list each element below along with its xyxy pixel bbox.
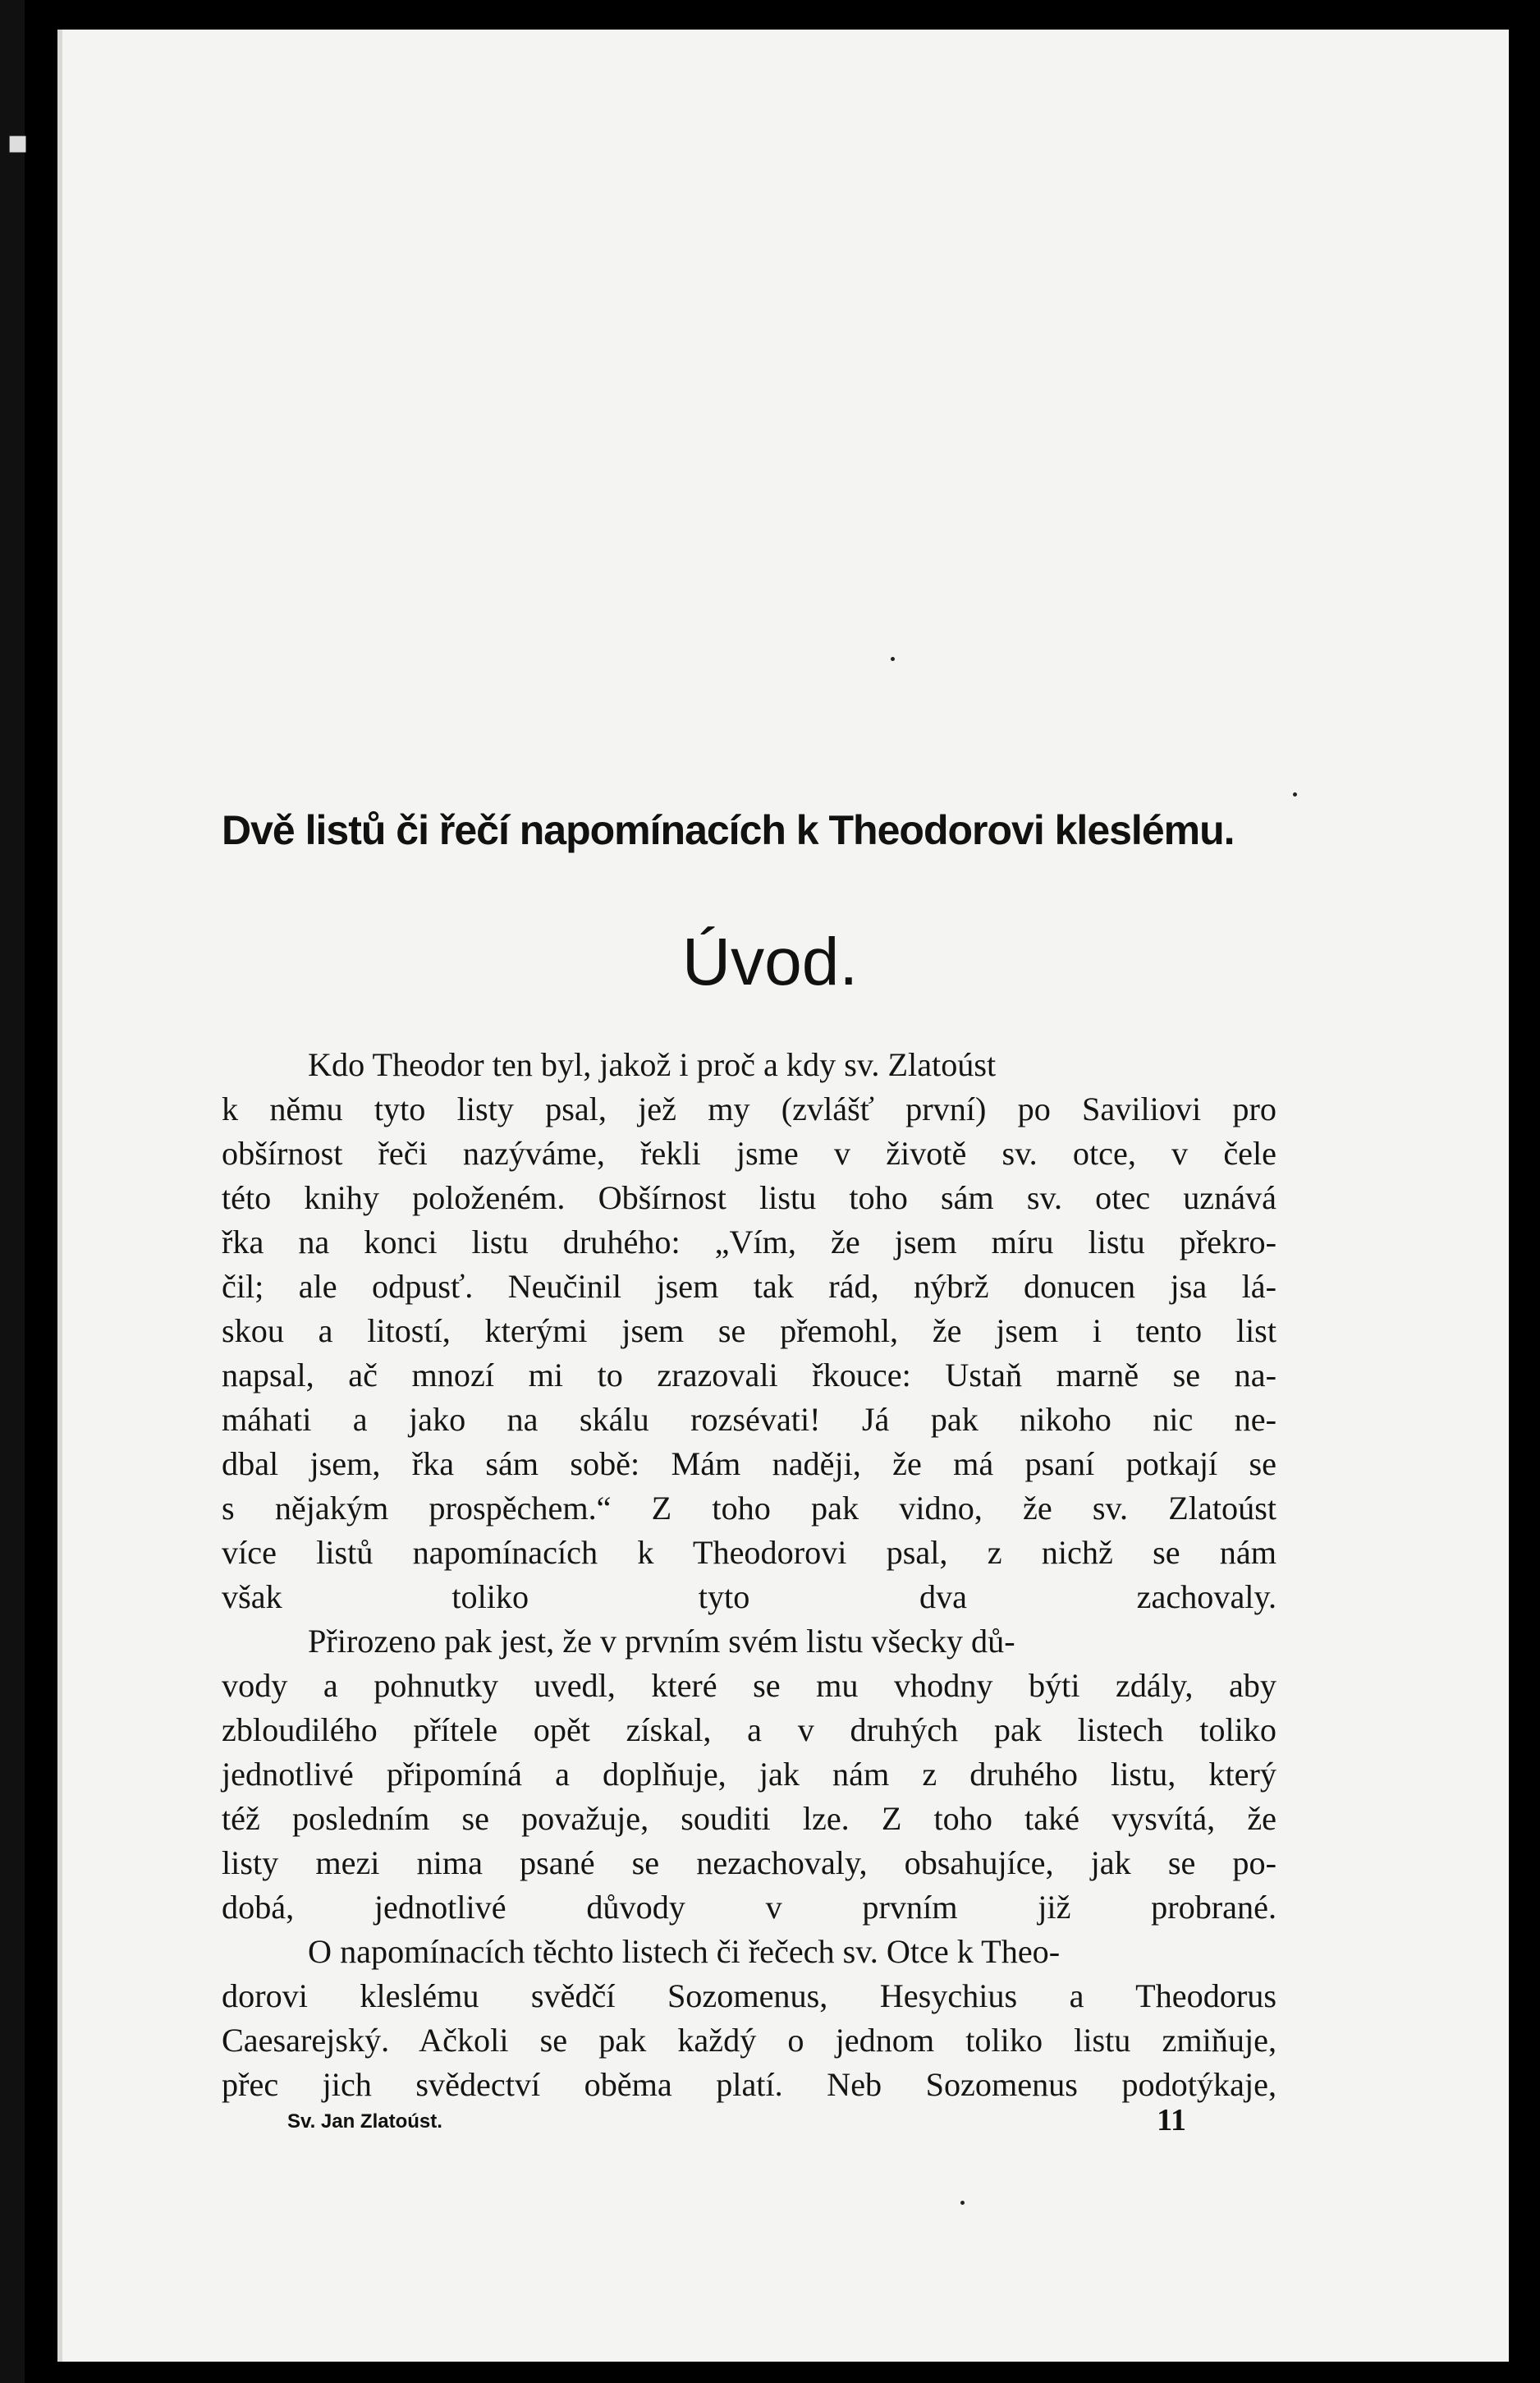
text-line: vody a pohnutky uvedl, které se mu vhodny býti zdály, aby	[222, 1667, 1276, 1704]
text-line: obšírnost řeči nazýváme, řekli jsme v životě sv. otce, v čele	[222, 1135, 1276, 1172]
scan-speck	[891, 657, 895, 661]
text-line: k němu tyto listy psal, jež my (zvlášť první) po Saviliovi pro	[222, 1090, 1276, 1127]
paragraph-1	[222, 1043, 1276, 1619]
text-line: dobá, jednotlivé důvody v prvním již probrané.	[222, 1889, 1276, 1926]
page-number: 11	[1157, 2103, 1186, 2137]
text-line: napsal, ač mnozí mi to zrazovali řkouce: Ustaň marně se na-	[222, 1357, 1276, 1394]
text-line: Caesarejský. Ačkoli se pak každý o jednom toliko listu zmiňuje,	[222, 2022, 1276, 2059]
text-line: zbloudilého přítele opět získal, a v druhých pak listech toliko	[222, 1711, 1276, 1748]
text-line: s nějakým prospěchem.“ Z toho pak vidno, že sv. Zlatoúst	[222, 1490, 1276, 1527]
text-line: řka na konci listu druhého: „Vím, že jsem míru listu překro-	[222, 1224, 1276, 1260]
text-line: též posledním se považuje, souditi lze. Z toho také vysvítá, že	[222, 1800, 1276, 1837]
paragraph-3	[222, 1930, 1276, 2107]
text-line: skou a litostí, kterými jsem se přemohl, že jsem i tento list	[222, 1312, 1276, 1349]
text-line: více listů napomínacích k Theodorovi psal, z nichž se nám	[222, 1534, 1276, 1571]
paragraph-2	[222, 1619, 1276, 1930]
text-line: však toliko tyto dva zachovaly.	[222, 1578, 1276, 1615]
text-line: listy mezi nima psané se nezachovaly, obsahujíce, jak se po-	[222, 1844, 1276, 1881]
scan-speck	[1293, 792, 1297, 797]
text-line: Přirozeno pak jest, že v prvním svém listu všecky dů-	[308, 1623, 1015, 1660]
margin-scan-mark: ▪	[7, 123, 30, 161]
text-line: O napomínacích těchto listech či řečech sv. Otce k Theo-	[308, 1933, 1061, 1970]
body-text	[222, 1043, 1276, 2107]
section-title: Úvod.	[681, 925, 859, 999]
scan-left-edge	[0, 0, 25, 2383]
text-line: dorovi kleslému svědčí Sozomenus, Hesychius a Theodorus	[222, 1977, 1276, 2014]
text-line: této knihy položeném. Obšírnost listu toho sám sv. otec uznává	[222, 1179, 1276, 1216]
text-line: dbal jsem, řka sám sobě: Mám naději, že má psaní potkají se	[222, 1445, 1276, 1482]
text-line: máhati a jako na skálu rozsévati! Já pak nikoho nic ne-	[222, 1401, 1276, 1438]
page-footer	[287, 2102, 1186, 2138]
scan-speck	[960, 2201, 965, 2205]
text-line: Kdo Theodor ten byl, jakož i proč a kdy sv. Zlatoúst	[308, 1046, 997, 1083]
text-line: čil; ale odpusť. Neučinil jsem tak rád, nýbrž donucen jsa lá-	[222, 1268, 1276, 1305]
text-line: přec jich svědectví oběma platí. Neb Sozomenus podotýkaje,	[222, 2066, 1276, 2103]
document-heading: Dvě listů či řečí napomínacích k Theodorovi kleslému.	[222, 807, 1235, 853]
footer-source: Sv. Jan Zlatoúst.	[287, 2110, 442, 2133]
text-line: jednotlivé připomíná a doplňuje, jak nám z druhého listu, který	[222, 1756, 1276, 1793]
